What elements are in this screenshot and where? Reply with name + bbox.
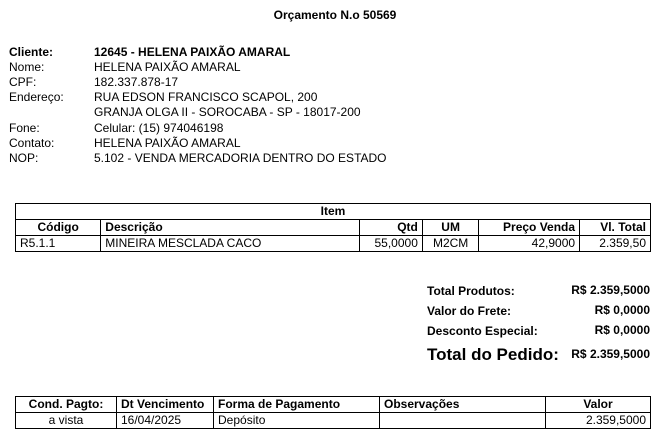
col-header-payment-terms: Cond. Pagto: [16,397,117,413]
address-line2: GRANJA OLGA II - SOROCABA - SP - 18017-200 [94,105,361,119]
discount-label: Desconto Especial: [427,324,538,338]
col-header-unit: UM [422,220,479,236]
cell-code: R5.1.1 [16,236,101,252]
order-total-label: Total do Pedido: [427,345,559,364]
name-value: HELENA PAIXÃO AMARAL [94,60,241,74]
total-products-value: R$ 2.359,5000 [571,283,650,297]
phone-value: Celular: (15) 974046198 [94,121,224,135]
client-label: Cliente: [9,45,54,59]
phone-label: Fone: [9,121,40,135]
col-header-qty: Qtd [360,220,423,236]
address-line1: RUA EDSON FRANCISCO SCAPOL, 200 [94,90,318,104]
cpf-value: 182.337.878-17 [94,75,179,89]
freight-value: R$ 0,0000 [594,303,650,317]
name-label: Nome: [9,60,45,74]
items-table [15,203,651,252]
col-header-payment-method: Forma de Pagamento [214,397,380,413]
nop-value: 5.102 - VENDA MERCADORIA DENTRO DO ESTADO [94,151,387,165]
cell-unit: M2CM [422,236,479,252]
col-header-due-date: Dt Vencimento [117,397,214,413]
cell-amount: 2.359,5000 [546,413,651,429]
discount-value: R$ 0,0000 [594,323,650,337]
address-label: Endereço: [9,90,64,104]
payment-table [15,396,651,429]
col-header-unit-price: Preço Venda [479,220,580,236]
col-header-notes: Observações [380,397,546,413]
contact-label: Contato: [9,136,55,150]
contact-value: HELENA PAIXÃO AMARAL [94,136,241,150]
items-header-row [16,220,651,236]
cell-notes [380,413,546,429]
client-value: 12645 - HELENA PAIXÃO AMARAL [94,45,291,59]
cell-unit-price: 42,9000 [479,236,580,252]
cpf-label: CPF: [9,75,37,89]
order-total-value: R$ 2.359,5000 [571,347,650,361]
cell-qty: 55,0000 [360,236,423,252]
total-products-label: Total Produtos: [427,284,515,298]
nop-label: NOP: [9,151,39,165]
col-header-total: Vl. Total [580,220,651,236]
cell-due-date: 16/04/2025 [117,413,214,429]
table-row [16,413,651,429]
items-caption: Item [16,204,651,220]
table-row [16,236,651,252]
cell-description: MINEIRA MESCLADA CACO [101,236,360,252]
document-title: Orçamento N.o 50569 [273,8,397,22]
cell-total: 2.359,50 [580,236,651,252]
cell-payment-method: Depósito [214,413,380,429]
payment-header-row [16,397,651,413]
col-header-code: Código [16,220,101,236]
freight-label: Valor do Frete: [427,304,512,318]
col-header-amount: Valor [546,397,651,413]
col-header-description: Descrição [101,220,360,236]
cell-payment-terms: a vista [16,413,117,429]
